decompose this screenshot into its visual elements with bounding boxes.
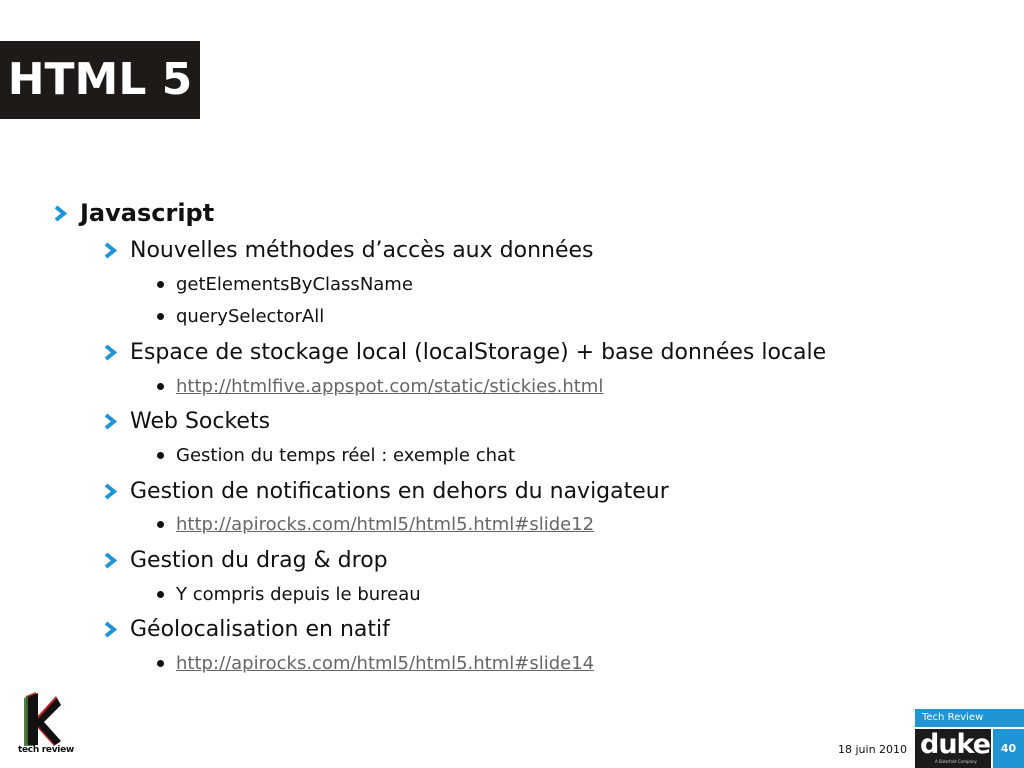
bullet-dot-icon (157, 660, 164, 667)
list-item-text: Gestion du temps réel : exemple chat (176, 445, 516, 466)
sub-bullet-label: Gestion du drag & drop (130, 548, 388, 573)
list-item-text: Y compris depuis le bureau (176, 584, 421, 605)
bullet-dot-icon (157, 383, 164, 390)
sub-bullet-web-sockets (102, 409, 270, 434)
chevron-right-icon (102, 552, 119, 569)
list-item (157, 306, 324, 327)
logo-caption: tech review (18, 745, 74, 755)
slide12-link[interactable]: http://apirocks.com/html5/html5.html#slide12 (176, 514, 595, 535)
chevron-right-icon (102, 413, 119, 430)
list-item (157, 584, 421, 605)
sub-bullet-geolocation (102, 617, 390, 642)
sub-bullet-label: Géolocalisation en natif (130, 617, 390, 642)
sub-bullet-label: Nouvelles méthodes d’accès aux données (130, 238, 594, 263)
list-item (157, 274, 413, 295)
list-item-text: querySelectorAll (176, 306, 325, 327)
sub-bullet-label: Gestion de notifications en dehors du navigateur (130, 479, 669, 504)
slide14-link[interactable]: http://apirocks.com/html5/html5.html#slide14 (176, 653, 595, 674)
list-item-text: getElementsByClassName (176, 274, 413, 295)
slide-date: 18 juin 2010 (838, 743, 908, 756)
bullet-dot-icon (157, 521, 164, 528)
slide-title: HTML 5 (7, 54, 193, 105)
list-item (157, 653, 594, 674)
bullet-label: Javascript (80, 199, 215, 227)
sub-bullet-label: Espace de stockage local (localStorage) + base données locale (130, 340, 827, 365)
sub-bullet-drag-drop (102, 548, 388, 573)
duke-logo (915, 729, 991, 768)
sub-bullet-label: Web Sockets (130, 409, 271, 434)
chevron-right-icon (52, 205, 69, 222)
list-item (157, 376, 603, 397)
duke-subtitle: A Bizerfold Company (935, 759, 977, 764)
sub-bullet-notifications (102, 479, 669, 504)
sub-bullet-data-access (102, 238, 593, 263)
page-number: 40 (993, 729, 1024, 768)
list-item (157, 445, 515, 466)
sub-bullet-local-storage (102, 340, 826, 365)
chevron-right-icon (102, 242, 119, 259)
stickies-link[interactable]: http://htmlfive.appspot.com/static/stickies.html (176, 376, 604, 397)
tech-review-banner: Tech Review (915, 709, 1024, 727)
bullet-dot-icon (157, 591, 164, 598)
chevron-right-icon (102, 483, 119, 500)
list-item (157, 514, 594, 535)
chevron-right-icon (102, 344, 119, 361)
chevron-right-icon (102, 621, 119, 638)
bullet-dot-icon (157, 281, 164, 288)
bullet-dot-icon (157, 452, 164, 459)
bullet-dot-icon (157, 313, 164, 320)
bullet-javascript (52, 199, 214, 227)
duke-wordmark: duke (920, 729, 991, 760)
